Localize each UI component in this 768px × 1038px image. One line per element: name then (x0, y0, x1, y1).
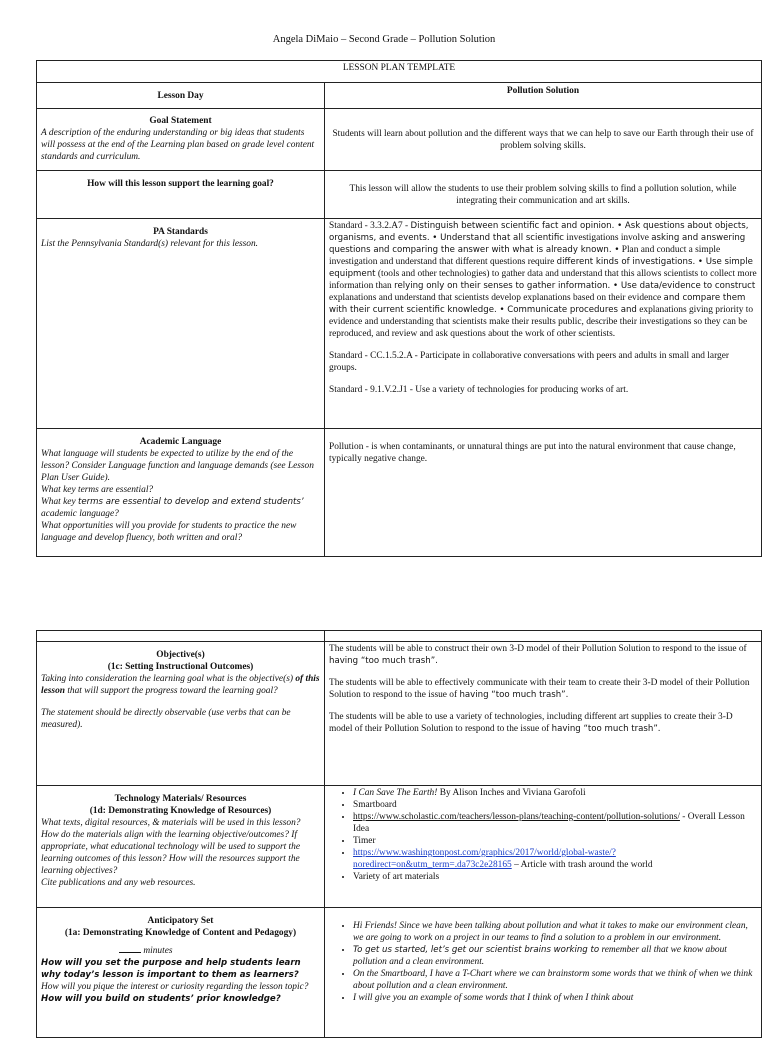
list-item: • I Can Save The Earth! By Alison Inches and Viviana Garofoli (353, 787, 757, 799)
page-header: Angela DiMaio – Second Grade – Pollution Solution (272, 34, 496, 45)
objectives-value-cell (325, 642, 762, 786)
standard-1: Standard - 3.3.2.A7 - Distinguish between scientific fact and opinion. • Ask questions about objects, organisms, and events. • Understand that all scientific investigations involve asking and answering questions and comparing the answer with what is already known. • Plan and conduct a simple investigation and understand that different questions require different kinds of investigations. • Use simple equipment (tools and other technologies) to gather data and understand that this allows scientists to collect more information than relying only on their senses to gather information. • Use data/evidence to construct explanations and understand that scientists develop explanations based on their evidence and compare them with their current scientific knowledge. • Communicate procedures and explanations giving priority to evidence and understanding that scientists make their results public, describe their investigations so they can be reproduced, and review and ask questions about the work of other scientists. (329, 221, 757, 339)
list-item: • Smartboard (353, 799, 757, 811)
anticipatory-list (329, 920, 757, 1004)
table-title: LESSON PLAN TEMPLATE (37, 61, 762, 83)
row-anticipatory-set (37, 908, 762, 1038)
objective-1: The students will be able to construct their own 3-D model of their Pollution Solution to respond to the issue of having “too much trash”. (329, 644, 747, 666)
list-item: • Variety of art materials (353, 871, 757, 883)
lesson-plan-table-1 (36, 60, 762, 557)
row-blank (37, 631, 762, 642)
row-academic-language (37, 429, 762, 557)
objective-3: The students will be able to use a variety of technologies, including different art supplies to create their 3-D model of their Pollution Solution to respond to the issue of having “too much trash”. (329, 712, 733, 734)
row-technology (37, 786, 762, 908)
goal-desc: A description of the enduring understanding or big ideas that students will possess at the end of the Learning plan based on grade level content standards and curriculum. (41, 128, 315, 162)
row-learning-goal-support (37, 171, 762, 219)
technology-sub: (1d: Demonstrating Knowledge of Resources) (89, 806, 272, 816)
lesson-day-value: Pollution Solution (325, 83, 762, 109)
technology-desc: What texts, digital resources, & materials will be used in this lesson? How do the materials align with the learning objective/outcomes? If appropriate, what educational technology will be used to support the learning outcomes of this lesson? How will the resources support the learning objectives? (41, 818, 301, 876)
list-item: • To get us started, let’s get our scientist brains working to remember all that we know about pollution and a clean environment. (353, 944, 757, 968)
minutes-blank (119, 943, 141, 953)
academic-desc-2: What key terms are essential? (41, 485, 154, 495)
standards-desc: List the Pennsylvania Standard(s) relevant for this lesson. (41, 239, 258, 249)
standards-value-cell (325, 219, 762, 429)
blank-cell-left (37, 631, 325, 642)
objectives-desc-1: Taking into consideration the learning goal what is the objective(s) of this lesson that will support the progress toward the learning goal? (41, 674, 320, 696)
anticipatory-sub: (1a: Demonstrating Knowledge of Content and Pedagogy) (64, 928, 297, 938)
resources-list (329, 787, 757, 883)
anticipatory-desc-3: How will you build on students’ prior knowledge? (41, 994, 281, 1004)
list-item: • https://www.washingtonpost.com/graphics/2017/world/global-waste/?noredirect=on&utm_term=.da73c2e28165 – Article with trash around the world (353, 847, 757, 871)
anticipatory-desc-1: How will you set the purpose and help students learn why today’s lesson is important to them as learners? (41, 958, 301, 980)
academic-value: Pollution - is when contaminants, or unnatural things are put into the natural environment that cause change, typically negative change. (325, 429, 762, 557)
list-item: • Hi Friends! Since we have been talking about pollution and what it takes to make our environment clean, we are going to work on a project in our teams to find a solution to a problem in our environment. (353, 920, 757, 944)
goal-label-cell (37, 109, 325, 171)
academic-label-cell (37, 429, 325, 557)
technology-label: Technology Materials/ Resources (114, 794, 247, 804)
standard-3: Standard - 9.1.V.2.J1 - Use a variety of technologies for producing works of art. (329, 385, 629, 395)
technology-value-cell (325, 786, 762, 908)
technology-desc-2: Cite publications and any web resources. (41, 878, 196, 888)
row-goal-statement (37, 109, 762, 171)
standards-label: PA Standards (153, 227, 208, 237)
standard-2: Standard - CC.1.5.2.A - Participate in collaborative conversations with peers and adults in small and larger groups. (329, 351, 729, 373)
objectives-label-cell (37, 642, 325, 786)
academic-desc-4: What opportunities will you provide for students to practice the new language and develop fluency, both written and oral? (41, 521, 297, 543)
anticipatory-value-cell (325, 908, 762, 1038)
academic-desc-3: What key terms are essential to develop and extend students’ academic language? (41, 497, 304, 519)
technology-label-cell (37, 786, 325, 908)
support-value: This lesson will allow the students to use their problem solving skills to find a pollution solution, while integrating their communication and art skills. (325, 171, 762, 219)
anticipatory-label-cell (37, 908, 325, 1038)
minutes-line: minutes (41, 943, 320, 957)
lesson-day-label: Lesson Day (37, 83, 325, 109)
list-item: • Timer (353, 835, 757, 847)
anticipatory-desc-2: How will you pique the interest or curiosity regarding the lesson topic? (41, 982, 309, 992)
washington-post-link[interactable]: https://www.washingtonpost.com/graphics/2017/world/global-waste/?noredirect=on&utm_term=.da73c2e28165 (353, 848, 616, 870)
row-lesson-day (37, 83, 762, 109)
objectives-sub: (1c: Setting Instructional Outcomes) (107, 662, 254, 672)
objectives-label: Objective(s) (156, 650, 205, 660)
lesson-plan-table-2 (36, 630, 762, 1038)
anticipatory-label: Anticipatory Set (147, 916, 214, 926)
list-item: • https://www.scholastic.com/teachers/lesson-plans/teaching-content/pollution-solutions/ - Overall Lesson Idea (353, 811, 757, 835)
row-pa-standards (37, 219, 762, 429)
objectives-desc-2: The statement should be directly observable (use verbs that can be measured). (41, 708, 291, 730)
goal-label: Goal Statement (149, 116, 212, 126)
goal-value: Students will learn about pollution and the different ways that we can help to save our Earth through their use of problem solving skills. (325, 109, 762, 171)
list-item: • On the Smartboard, I have a T-Chart where we can brainstorm some words that we think of when we think about pollution and a clean environment. (353, 968, 757, 992)
blank-cell-right (325, 631, 762, 642)
standards-label-cell (37, 219, 325, 429)
academic-label: Academic Language (139, 437, 222, 447)
scholastic-link[interactable]: https://www.scholastic.com/teachers/lesson-plans/teaching-content/pollution-solutions/ (353, 812, 680, 822)
objective-2: The students will be able to effectively communicate with their team to create their 3-D model of their Pollution Solution to respond to the issue of having “too much trash”. (329, 678, 750, 700)
academic-desc-1: What language will students be expected to utilize by the end of the lesson? Consider Language function and language demands (see Lesson Plan User Guide). (41, 449, 314, 483)
support-label: How will this lesson support the learning goal? (37, 171, 325, 219)
list-item: • I will give you an example of some words that I think of when I think about (353, 992, 757, 1004)
row-objectives (37, 642, 762, 786)
